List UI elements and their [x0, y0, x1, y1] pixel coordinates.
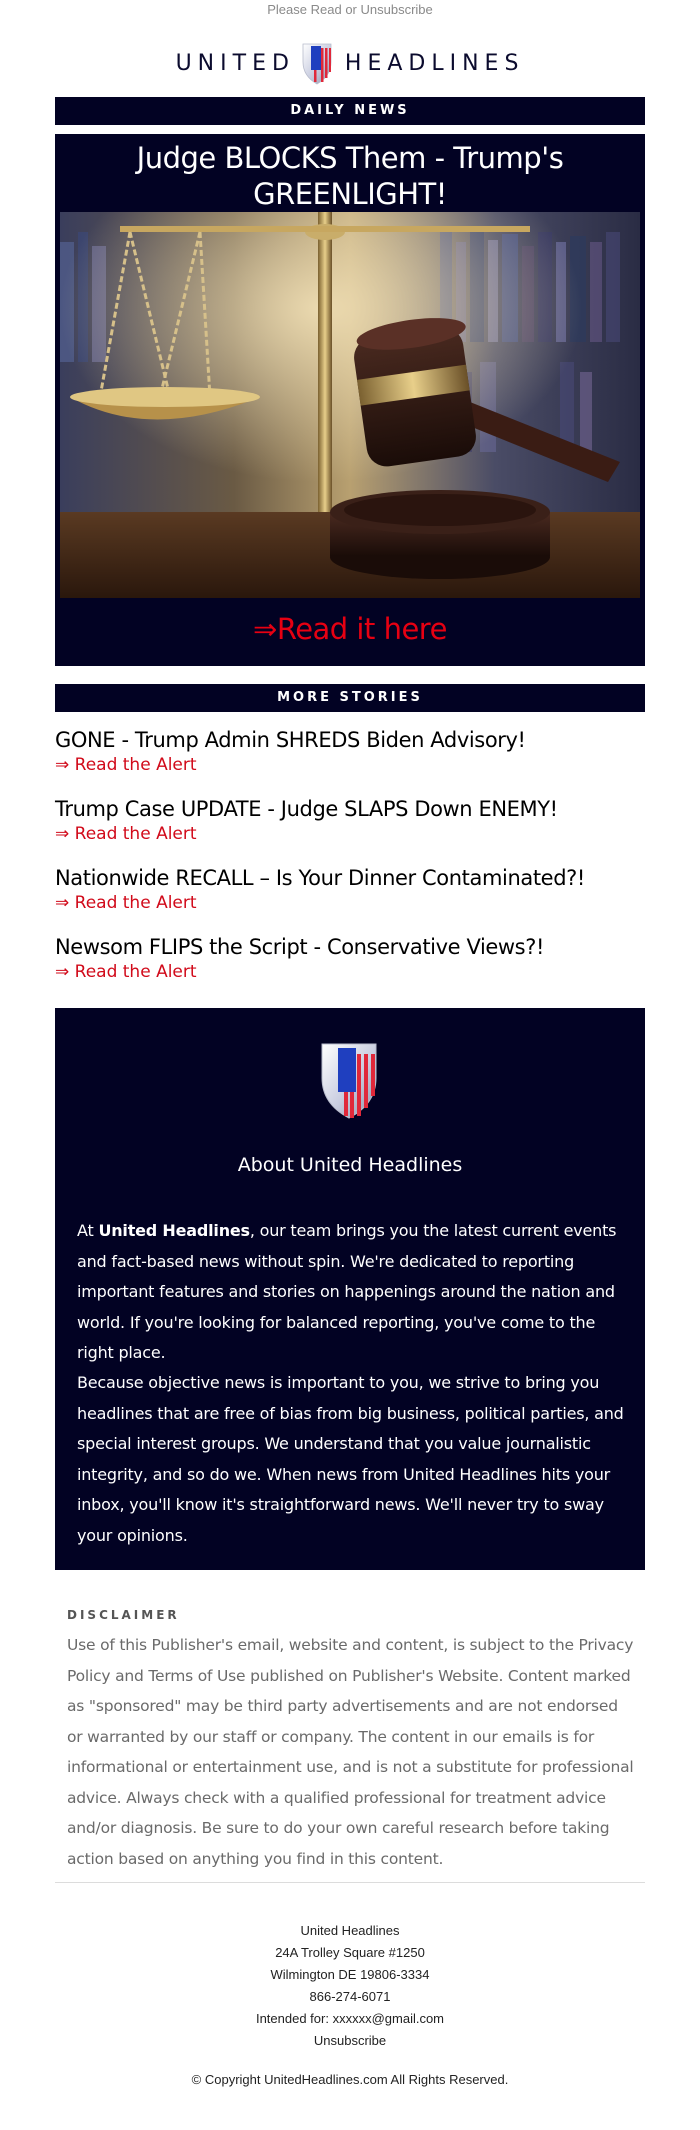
shield-logo-icon [299, 40, 335, 86]
footer-address-line-1: 24A Trolley Square #1250 [275, 1945, 425, 1960]
shield-logo-icon [318, 1040, 382, 1122]
hero-story [55, 134, 645, 666]
story-title[interactable]: GONE - Trump Admin SHREDS Biden Advisory! [55, 728, 526, 752]
hero-headline[interactable]: Judge BLOCKS Them - Trump's GREENLIGHT! [136, 141, 564, 211]
about-title: About United Headlines [237, 1154, 463, 1176]
story-item [55, 864, 655, 933]
footer-unsubscribe-link[interactable]: Unsubscribe [313, 2033, 387, 2048]
footer-divider [55, 1882, 645, 1883]
read-alert-link[interactable]: ⇒ Read the Alert [55, 824, 197, 844]
story-item [55, 933, 655, 1002]
daily-news-bar: DAILY NEWS [55, 97, 645, 125]
disclaimer-heading: DISCLAIMER [67, 1608, 180, 1622]
story-item [55, 726, 655, 795]
story-item [55, 795, 655, 864]
story-title[interactable]: Newsom FLIPS the Script - Conservative Views?! [55, 935, 544, 959]
footer-phone: 866-274-6071 [309, 1989, 391, 2004]
about-para1-prefix: At [77, 1221, 99, 1240]
hero-read-it-here-link[interactable]: ⇒Read it here [253, 612, 447, 646]
more-stories-bar: MORE STORIES [55, 684, 645, 712]
about-para1-brand: United Headlines [98, 1221, 250, 1240]
please-read-link[interactable]: Please Read [267, 2, 342, 17]
disclaimer-text: Use of this Publisher's email, website and content, is subject to the Privacy Policy and Terms of Use published on Publisher's Website. Content marked as "sponsored" may be third party advertisements and are not endorsed or warranted by our staff or company. The content in our emails is for informational or entertainment use, and is not a substitute for professional advice. Always check with a qualified professional for treatment advice and/or diagnosis. Be sure to do your own careful research before taking action based on anything you find in this content. [67, 1636, 634, 1868]
footer-address-block [0, 1920, 700, 2052]
about-paragraph-1 [77, 1216, 625, 1369]
logo-word-united: UNITED [175, 50, 295, 76]
read-alert-link[interactable]: ⇒ Read the Alert [55, 893, 197, 913]
footer-intended-for: Intended for: xxxxxx@gmail.com [255, 2011, 445, 2026]
brand-logo[interactable] [0, 38, 700, 88]
read-alert-link[interactable]: ⇒ Read the Alert [55, 755, 197, 775]
more-stories-list [55, 726, 655, 1002]
read-alert-link[interactable]: ⇒ Read the Alert [55, 962, 197, 982]
preheader-or: or [345, 2, 357, 17]
hero-image-scales-gavel[interactable] [60, 212, 640, 598]
logo-word-headlines: HEADLINES [344, 50, 525, 76]
story-title[interactable]: Nationwide RECALL – Is Your Dinner Contaminated?! [55, 866, 585, 890]
about-section [55, 1008, 645, 1570]
copyright-notice: © Copyright UnitedHeadlines.com All Rights Reserved. [191, 2072, 509, 2087]
preheader [0, 2, 700, 18]
preheader-unsubscribe-link[interactable]: Unsubscribe [360, 2, 433, 17]
story-title[interactable]: Trump Case UPDATE - Judge SLAPS Down ENEMY! [55, 797, 558, 821]
footer-company: United Headlines [300, 1923, 400, 1938]
footer-address-line-2: Wilmington DE 19806-3334 [270, 1967, 430, 1982]
about-para1-rest: , our team brings you the latest current events and fact-based news without spin. We're dedicated to reporting important features and stories on happenings around the nation and world. If you're looking for balanced reporting, you've come to the right place. [77, 1221, 617, 1362]
about-paragraph-2: Because objective news is important to you, we strive to bring you headlines that are free of bias from big business, political parties, and special interest groups. We understand that you value journalistic integrity, and so do we. When news from United Headlines hits your inbox, you'll know it's straightforward news. We'll never try to sway your opinions. [77, 1373, 624, 1545]
